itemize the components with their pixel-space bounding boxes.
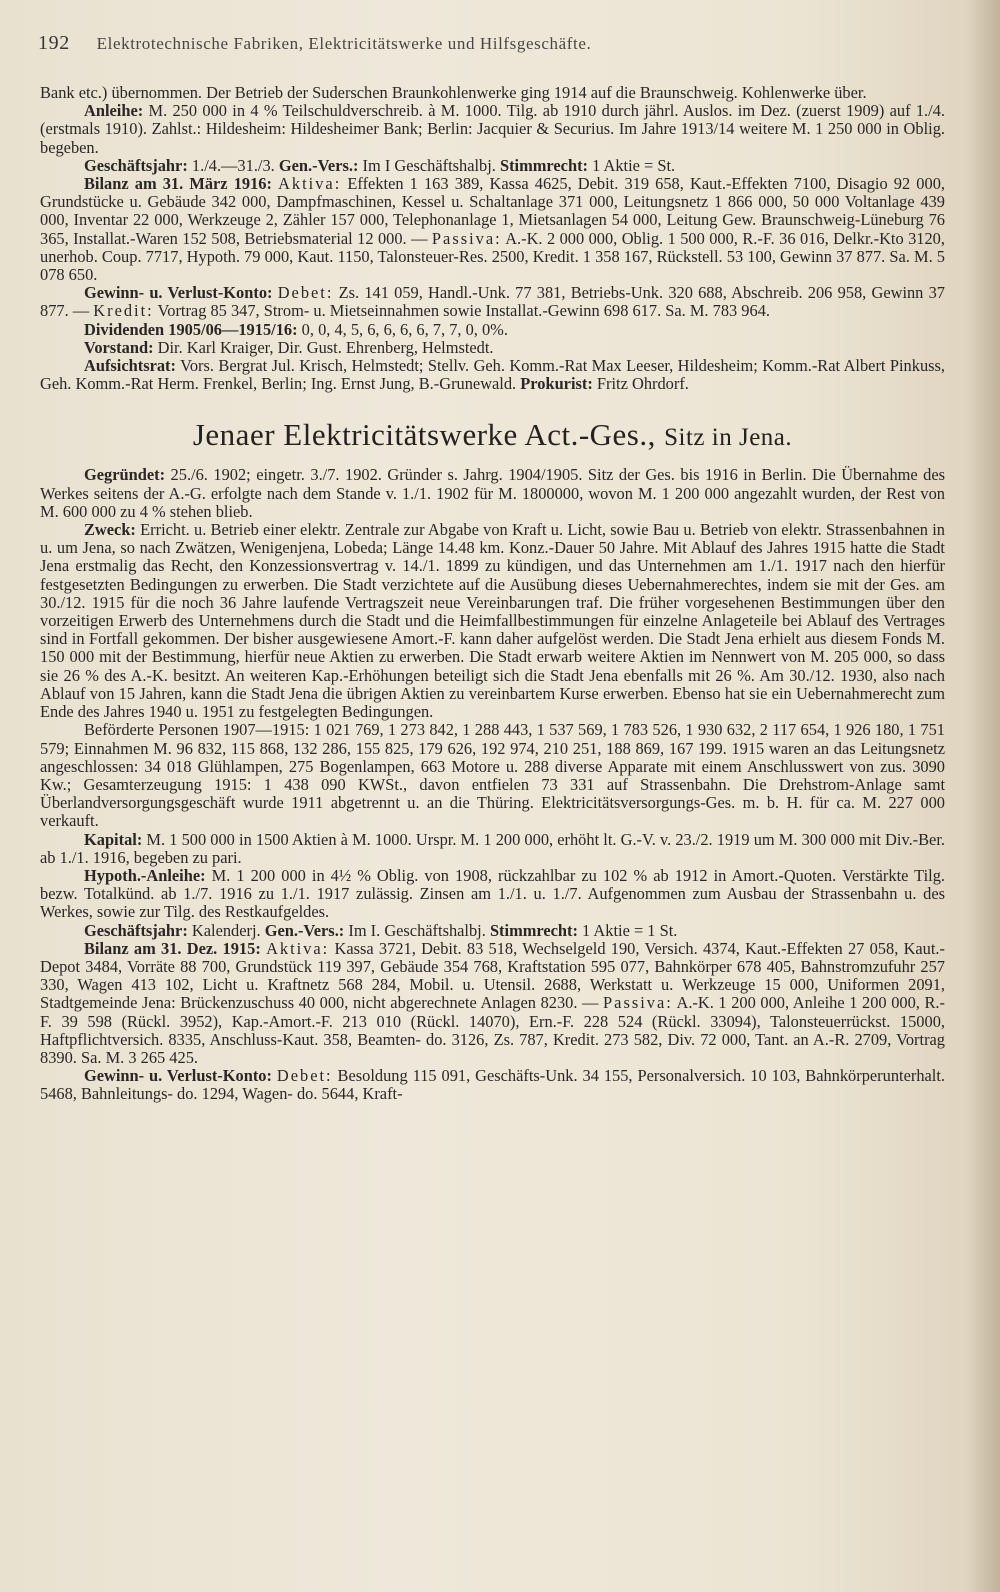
prokurist-label: Prokurist: xyxy=(520,374,593,394)
passiva-label: Passiva: xyxy=(431,228,502,248)
zweck-text: Erricht. u. Betrieb einer elektr. Zentrale zur Abgabe von Kraft u. Licht, sowie Bau u. Betrieb von elektr. Strassenbahnen in u. um Jena, so nach Zwätzen, Wenigenjena, Lobeda; Länge 14.48 km. Konz.-Dauer 50 Jahre. Mit Ablauf des Jahres 1915 hatte die Stadt Jena erstmalig das Recht, den Konzessionsvertrag v. 14./1. 1899 zu kündigen, und das Unternehmen am 1./1. 1917 nach den hierfür festgesetzten Bedingungen zu erwerben. Die Stadt verzichtete auf die Ausübung dieses Uebernahmerechtes, indem sie mit der Ges. am 30./12. 1915 für die noch 36 Jahre laufende Vertragszeit neue Vereinbarungen traf. Die früher vorgesehenen Bestimmungen über den vorzeitigen Erwerb des Unternehmens durch die Stadt und die Heimfallbestimmungen für einzelne Anlageteile bei Ablauf des Vertrages sind in Fortfall gekommen. Der bisher ausgewiesene Amort.-F. kann daher aufgelöst werden. Die Stadt Jena erhielt aus diesem Fonds M. 150 000 mit der Bestimmung, hierfür neue Aktien zu erwerben. Die Stadt erwarb weitere Aktien im Nennwert von M. 205 000, so dass sie 26 % des A.-K. besitzt. An weiteren Kap.-Erhöhungen beteiligt sich die Stadt Jena ebenfalls mit 26 %. Am 30./12. 1930, also nach Ablauf von 15 Jahren, kann die Stadt Jena die übrigen Aktien zu vereinbartem Kurse erwerben. Ebenso hat sie ein Uebernahmerecht zum Ende des Jahres 1940 u. 1951 zu festgelegten Bedingungen. xyxy=(40,520,945,722)
genvers2-text: Im I. Geschäftshalbj. xyxy=(348,920,486,940)
debet2-label: Debet: xyxy=(276,1066,333,1086)
company-seat: Sitz in Jena. xyxy=(664,424,793,452)
stimm2-label: Stimmrecht: xyxy=(489,920,578,940)
genvers2-label: Gen.-Vers.: xyxy=(264,920,345,940)
dividenden-label: Dividenden 1905/06—1915/16: xyxy=(84,319,298,339)
prokurist-text: Fritz Ohrdorf. xyxy=(596,374,689,394)
page-number: 192 xyxy=(38,32,70,54)
anleihe-text: M. 250 000 in 4 % Teilschuldverschreib. à M. 1000. Tilg. ab 1910 durch jährl. Auslos. im Dez. (zuerst 1909) auf 1./4. (erstmals 1910). Zahlst.: Hildesheim: Hildesheimer Bank; Berlin: Jacquier & Securius. Im Jahre 1913/14 weitere M. 1 250 000 in Oblig. begeben. xyxy=(40,101,945,157)
gj-text: 1./4.—31./3. xyxy=(191,155,275,175)
aufsichtsrat-text: Vors. Bergrat Jul. Krisch, Helmstedt; Stellv. Geh. Komm.-Rat Max Leeser, Hildesheim; Komm.-Rat Albert Pinkuss, Geh. Komm.-Rat Herm. Frenkel, Berlin; Ing. Ernst Jung, B.-Grunewald. xyxy=(40,356,945,394)
gegruendet-paragraph xyxy=(40,466,945,521)
gegruendet-label: Gegründet: xyxy=(84,465,166,485)
aufsichtsrat-label: Aufsichtsrat: xyxy=(84,356,176,376)
stimm-text: 1 Aktie = St. xyxy=(592,155,676,175)
anleihe-paragraph xyxy=(40,102,945,157)
gj2-text: Kalenderj. xyxy=(191,920,261,940)
page-body xyxy=(40,84,945,1104)
bilanz-label: Bilanz am 31. März 1916: xyxy=(84,174,272,194)
guv-label: Gewinn- u. Verlust-Konto: xyxy=(84,283,273,303)
zweck-label: Zweck: xyxy=(84,520,136,540)
guv2-label: Gewinn- u. Verlust-Konto: xyxy=(84,1066,272,1086)
bilanz-passiva: A.-K. 2 000 000, Oblig. 1 500 000, R.-F. 36 016, Delkr.-Kto 3120, unerhob. Coup. 7717, Hypoth. 79 000, Kaut. 1150, Talonsteuer-Res. 2500, Kredit. 1 358 167, Rückstell. 53 100, Gewinn 37 877. Sa. M. 5 078 650. xyxy=(40,228,945,285)
stimm2-text: 1 Aktie = 1 St. xyxy=(582,920,678,940)
bilanz2-aktiva: Kassa 3721, Debit. 83 518, Wechselgeld 190, Versich. 4374, Kaut.-Effekten 27 058, Kaut.-Depot 3484, Vorräte 88 700, Grundstück 119 397, Gebäude 354 768, Kraftstation 595 077, Bahnkörper 678 405, Bahnstromzufuhr 257 330, Wagen 413 102, Licht u. Kraftnetz 568 284, Mobil. u. Utensil. 2688, Werkstatt u. Werkzeuge 15 000, Uniformen 2091, Stadtgemeinde Jena: Brückenzuschuss 40 000, nicht abgerechnete Anlagen 8230. — xyxy=(40,938,945,1013)
company-title xyxy=(40,415,945,458)
vorstand-text: Dir. Karl Kraiger, Dir. Gust. Ehrenberg, Helmstedt. xyxy=(157,337,494,357)
aktiva-label: Aktiva: xyxy=(278,174,342,194)
guv-debet: Zs. 141 059, Handl.-Unk. 77 381, Betriebs-Unk. 320 688, Abschreib. 206 958, Gewinn 37 877. — xyxy=(40,283,945,321)
befoerderte-paragraph: Beförderte Personen 1907—1915: 1 021 769, 1 273 842, 1 288 443, 1 537 569, 1 783 526, 1 930 632, 2 117 654, 1 926 180, 1 751 579; Einnahmen M. 96 832, 115 868, 132 286, 155 825, 179 626, 192 974, 210 251, 188 869, 167 199. 1915 waren an das Leitungsnetz angeschlossen: 34 018 Glühlampen, 275 Bogenlampen, 663 Motore u. 288 diverse Apparate mit einem Anschlusswert von zus. 3090 Kw.; Gesamterzeugung 1915: 1 438 090 KWSt., davon entfielen 73 331 auf Strassenbahn. Die Drehstrom-Anlage samt Überlandversorgungsgeschäft wurde 1911 abgetrennt u. an die Thüring. Elektricitätsversorgungs-Ges. m. b. H. für ca. M. 227 000 verkauft. xyxy=(40,720,945,831)
guv2-paragraph xyxy=(40,1067,945,1103)
genvers-label: Gen.-Vers.: xyxy=(278,155,359,175)
intro-paragraph: Bank etc.) übernommen. Der Betrieb der Suderschen Braunkohlenwerke ging 1914 auf die Braunschweig. Kohlenwerke über. xyxy=(40,83,867,102)
geschaeftsjahr-paragraph xyxy=(40,157,945,175)
kapital-text: M. 1 500 000 in 1500 Aktien à M. 1000. Urspr. M. 1 200 000, erhöht lt. G.-V. v. 23./2. 1919 um M. 300 000 mit Div.-Ber. ab 1./1. 1916, begeben zu pari. xyxy=(40,829,945,867)
guv-paragraph xyxy=(40,284,945,320)
geschaeftsjahr2-paragraph xyxy=(40,922,945,940)
debet-label: Debet: xyxy=(277,283,334,303)
hypoth-label: Hypoth.-Anleihe: xyxy=(84,865,206,885)
passiva2-label: Passiva: xyxy=(603,993,673,1013)
kredit-label: Kredit: xyxy=(93,301,154,321)
bilanz2-paragraph xyxy=(40,940,945,1067)
running-header xyxy=(38,32,940,55)
page-edge-shadow xyxy=(966,0,1000,1592)
bilanz-aktiva: Effekten 1 163 389, Kassa 4625, Debit. 319 658, Kaut.-Effekten 7100, Disagio 92 000, Grundstücke u. Gebäude 342 000, Dampfmaschinen, Kessel u. Schaltanlage 371 000, Leitungsnetz 1 866 000, 50 000 Voltanlage 439 000, Inventar 22 000, Werkzeuge 2, Zähler 157 000, Telephonanlage 1, Mietsanlagen 54 000, Leitung Gew. Braunschweig-Lüneburg 76 365, Installat.-Waren 152 508, Betriebsmaterial 12 000. — xyxy=(40,174,945,248)
zweck-paragraph xyxy=(40,521,945,721)
bilanz2-label: Bilanz am 31. Dez. 1915: xyxy=(84,938,261,958)
running-title: Elektrotechnische Fabriken, Elektricitätswerke und Hilfsgeschäfte. xyxy=(96,34,592,53)
genvers-text: Im I Geschäftshalbj. xyxy=(362,155,496,175)
vorstand-paragraph xyxy=(40,339,945,357)
aufsichtsrat-paragraph xyxy=(40,357,945,393)
dividenden-paragraph xyxy=(40,321,945,339)
stimm-label: Stimmrecht: xyxy=(499,155,588,175)
bilanz2-passiva: A.-K. 1 200 000, Anleihe 1 200 000, R.-F. 39 598 (Rückl. 3952), Kap.-Amort.-F. 213 010 (Rückl. 14070), Ern.-F. 228 524 (Rückl. 33094), Talonsteuerrückst. 15000, Haftpflichtversich. 8335, Anschluss-Kaut. 358, Beamten- do. 3126, Zs. 787, Kredit. 273 582, Div. 72 000, Tant. an A.-R. 2709, Vortrag 8390. Sa. M. 3 265 425. xyxy=(40,993,945,1067)
gegruendet-text: 25./6. 1902; eingetr. 3./7. 1902. Gründer s. Jahrg. 1904/1905. Sitz der Ges. bis 1916 in Berlin. Die Übernahme des Werkes seitens der A.-G. erfolgte nach dem Stande v. 1./1. 1902 für M. 1800000, wovon M. 1 200 000 angezahlt wurden, der Rest von M. 600 000 zu 4 % stehen blieb. xyxy=(40,465,945,521)
guv2-debet: Besoldung 115 091, Geschäfts-Unk. 34 155, Personalversich. 10 103, Bahnkörperunterhalt. 5468, Bahnleitungs- do. 1294, Wagen- do. 5644, Kraft- xyxy=(40,1066,945,1104)
hypoth-text: M. 1 200 000 in 4½ % Oblig. von 1908, rückzahlbar zu 102 % ab 1912 in Amort.-Quoten. Verstärkte Tilg. bezw. Totalkünd. ab 1./7. 1916 zu 1./1. 1917 zulässig. Zinsen am 1./1. u. 1./7. Aufgenommen zum Ausbau der Strassenbahn u. des Werkes, sowie zur Tilg. des Restkaufgeldes. xyxy=(40,865,945,922)
bilanz-paragraph xyxy=(40,175,945,284)
anleihe-label: Anleihe: xyxy=(84,101,144,121)
gj2-label: Geschäftsjahr: xyxy=(84,920,188,940)
dividenden-text: 0, 0, 4, 5, 6, 6, 6, 6, 7, 7, 0, 0%. xyxy=(301,319,508,339)
aktiva2-label: Aktiva: xyxy=(266,938,330,958)
company-name: Jenaer Elektricitätswerke Act.-Ges., xyxy=(192,417,656,453)
kapital-paragraph xyxy=(40,831,945,867)
hypoth-paragraph xyxy=(40,867,945,922)
vorstand-label: Vorstand: xyxy=(84,337,154,357)
gj-label: Geschäftsjahr: xyxy=(84,155,188,175)
kapital-label: Kapital: xyxy=(84,829,143,849)
guv-kredit: Vortrag 85 347, Strom- u. Mietseinnahmen sowie Installat.-Gewinn 698 617. Sa. M. 783 964. xyxy=(157,301,770,321)
